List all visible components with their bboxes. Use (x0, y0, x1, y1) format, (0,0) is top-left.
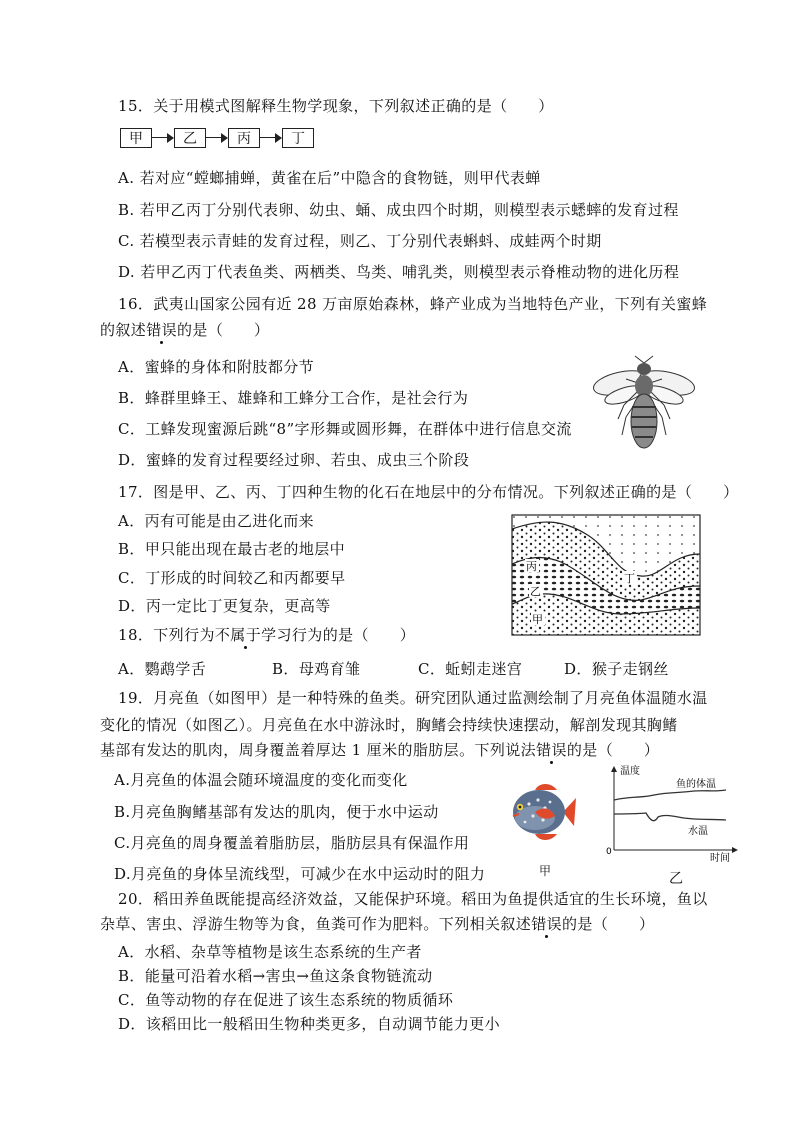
graph-xlabel: 时间 (710, 853, 730, 862)
q17-option-d: D．丙一定比丁更复杂，更高等 (118, 597, 331, 615)
q18-option-d: D．猴子走钢丝 (564, 660, 669, 678)
emphasis-text: 属于 (230, 626, 262, 644)
fossil-strata-figure (511, 514, 701, 636)
q18-stem: 18．下列行为不属于学习行为的是（ ） (118, 626, 416, 644)
figure-label-yi: 乙 (669, 871, 683, 887)
strata-label-ding: 丁 (624, 572, 635, 585)
q20-option-d: D．该稻田比一般稻田生物种类更多，自动调节能力更小 (118, 1015, 501, 1033)
q17-stem: 17．图是甲、乙、丙、丁四种生物的化石在地层中的分布情况。下列叙述正确的是（ ） (118, 483, 739, 501)
strata-label-yi: 乙 (530, 585, 541, 598)
water-temp-line (614, 813, 726, 821)
q18-option-b: B．母鸡育雏 (272, 660, 361, 678)
q16-option-b: B．蜂群里蜂王、雄蜂和工蜂分工合作，是社会行为 (118, 389, 469, 407)
arrow-icon (260, 128, 282, 148)
arrow-icon (152, 128, 174, 148)
q16-stem-line2: 的叙述错误的是（ ） (100, 321, 270, 339)
q19-option-d: D.月亮鱼的身体呈流线型，可减少在水中运动时的阻力 (114, 865, 486, 883)
chain-box-yi: 乙 (174, 128, 206, 148)
q16-option-a: A．蜜蜂的身体和附肢都分节 (118, 358, 315, 376)
figure-label-jia: 甲 (539, 864, 552, 878)
graph-line2-label: 水温 (688, 826, 708, 837)
bee-illustration (588, 355, 700, 455)
emphasis-text: 错误 (146, 321, 178, 339)
q18-option-c: C．蚯蚓走迷宫 (418, 660, 523, 678)
q19-stem-line1: 19．月亮鱼（如图甲）是一种特殊的鱼类。研究团队通过监测绘制了月亮鱼体温随水温 (118, 689, 708, 707)
q19-option-b: B.月亮鱼胸鳍基部有发达的肌肉，便于水中运动 (114, 803, 439, 821)
q16-option-d: D．蜜蜂的发育过程要经过卵、若虫、成虫三个阶段 (118, 451, 470, 469)
graph-origin: 0 (606, 847, 612, 857)
graph-line1-label: 鱼的体温 (676, 779, 716, 790)
q20-stem-line1: 20．稻田养鱼既能提高经济效益，又能保护环境。稻田为鱼提供适宜的生长环境，鱼以 (118, 890, 708, 908)
chain-box-jia: 甲 (120, 128, 152, 148)
q15-option-a: A. 若对应“螳螂捕蝉，黄雀在后”中隐含的食物链，则甲代表蝉 (118, 169, 541, 187)
q15-option-b: B. 若甲乙丙丁分别代表卵、幼虫、蛹、成虫四个时期，则模型表示蟋蟀的发育过程 (118, 201, 679, 219)
q20-option-b: B．能量可沿着水稻→害虫→鱼这条食物链流动 (118, 967, 433, 985)
q20-option-a: A．水稻、杂草等植物是该生态系统的生产者 (118, 943, 422, 961)
q17-option-b: B．甲只能出现在最古老的地层中 (118, 540, 346, 558)
q17-option-a: A．丙有可能是由乙进化而来 (118, 512, 315, 530)
chain-box-ding: 丁 (282, 128, 314, 148)
q19-stem-line2: 变化的情况（如图乙）。月亮鱼在水中游泳时，胸鳍会持续快速摆动，解剖发现其胸鳍 (100, 716, 678, 734)
q19-option-c: C.月亮鱼的周身覆盖着脂肪层，脂肪层具有保温作用 (114, 834, 470, 852)
emphasis-text: 错误 (536, 741, 567, 759)
fish-temp-line (614, 790, 726, 800)
moonfish-illustration (505, 782, 577, 842)
temperature-graph (602, 762, 742, 862)
graph-ylabel: 温度 (620, 766, 640, 777)
chain-box-bing: 丙 (228, 128, 260, 148)
q20-stem-line2: 杂草、害虫、浮游生物等为食，鱼粪可作为肥料。下列相关叙述错误的是（ ） (100, 915, 655, 933)
q20-option-c: C．鱼等动物的存在促进了该生态系统的物质循环 (118, 991, 454, 1009)
emphasis-text: 错误 (531, 915, 563, 933)
q15-stem: 15．关于用模式图解释生物学现象，下列叙述正确的是（ ） (118, 97, 554, 115)
q16-option-c: C．工蜂发现蜜源后跳“8”字形舞或圆形舞，在群体中进行信息交流 (118, 420, 572, 438)
strata-label-jia: 甲 (532, 613, 543, 626)
q19-stem-line3: 基部有发达的肌肉，周身覆盖着厚达 1 厘米的脂肪层。下列说法错误的是（ ） (100, 741, 660, 759)
strata-label-bing: 丙 (526, 560, 537, 573)
q15-option-c: C. 若模型表示青蛙的发育过程，则乙、丁分别代表蝌蚪、成蛙两个时期 (118, 232, 602, 250)
q19-option-a: A.月亮鱼的体温会随环境温度的变化而变化 (114, 771, 408, 789)
q18-option-a: A．鹦鹉学舌 (118, 660, 207, 678)
q15-option-d: D. 若甲乙丙丁代表鱼类、两栖类、鸟类、哺乳类，则模型表示脊椎动物的进化历程 (118, 263, 680, 281)
q17-option-c: C．丁形成的时间较乙和丙都要早 (118, 569, 346, 587)
q15-model-chain (120, 126, 314, 150)
q16-stem-line1: 16．武夷山国家公园有近 28 万亩原始森林，蜂产业成为当地特色产业，下列有关蜜蜂 (118, 295, 708, 313)
arrow-icon (206, 128, 228, 148)
